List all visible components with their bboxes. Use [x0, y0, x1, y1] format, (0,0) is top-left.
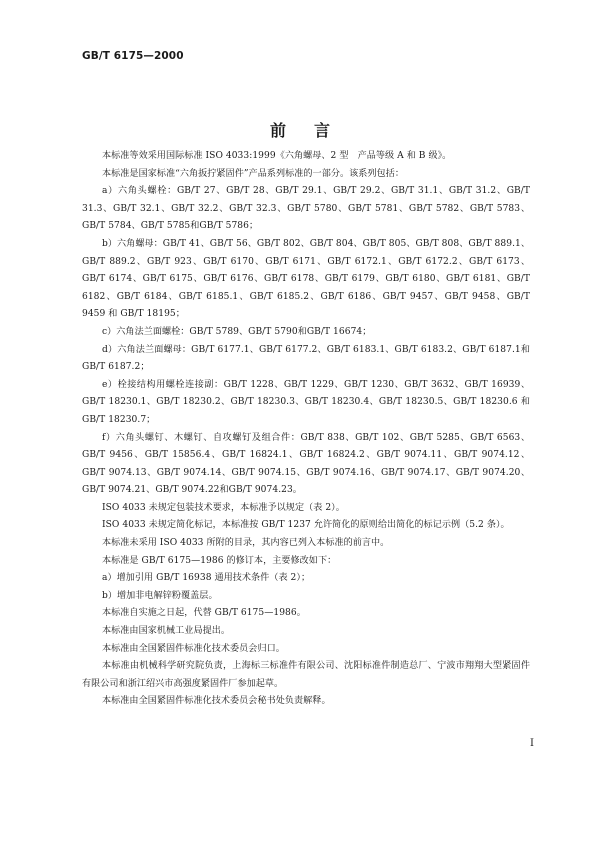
- paragraph: 本标准等效采用国际标准 ISO 4033:1999《六角螺母、2 型 产品等级 A 和 B 级》。: [102, 151, 452, 161]
- paragraph: 本标准由国家机械工业局提出。: [102, 626, 231, 637]
- list-item: c）六角法兰面螺栓：GB/T 5789、GB/T 5790和GB/T 16674；: [102, 326, 372, 337]
- standard-code-header: GB/T 6175—2000: [82, 50, 184, 62]
- list-item: f）六角头螺钉、木螺钉、自攻螺钉及组合件：GB/T 838、GB/T 102、GB/T 5285、GB/T 6563、GB/T 9456、GB/T 15856.4、GB/T 16824.1、GB/T 16824.2、GB/T 9074.11、GB/T 9074.12、GB/T 9074.13、GB/T 9074.14、GB/T 9074.15、GB/T 9074.16、GB/T 9074.17、GB/T 9074.20、GB/T 9074.21、GB/T 9074.22和GB/T 9074.23。: [82, 432, 530, 496]
- paragraph: 本标准由机械科学研究院负责，上海标三标准件有限公司、沈阳标准件制造总厂、宁波市翔翔大型紧固件有限公司和浙江绍兴市高强度紧固件厂参加起草。: [82, 661, 530, 689]
- paragraph: 本标准由全国紧固件标准化技术委员会归口。: [102, 643, 285, 654]
- paragraph: ISO 4033 未规定简化标记，本标准按 GB/T 1237 允许简化的原则给出简化的标记示例（5.2 条）。: [102, 520, 510, 531]
- paragraph: 本标准未采用 ISO 4033 所附的目录，其内容已列入本标准的前言中。: [102, 538, 390, 549]
- list-item: a）六角头螺栓：GB/T 27、GB/T 28、GB/T 29.1、GB/T 29.2、GB/T 31.1、GB/T 31.2、GB/T 31.3、GB/T 32.1、GB/T 32.2、GB/T 32.3、GB/T 5780、GB/T 5781、GB/T 5782、GB/T 5783、GB/T 5784、GB/T 5785和GB/T 5786；: [82, 186, 530, 232]
- page-number: I: [530, 738, 534, 749]
- paragraph: ISO 4033 未规定包装技术要求，本标准予以规定（表 2）。: [102, 502, 345, 513]
- page-title: 前言: [269, 121, 358, 140]
- list-item: e）栓接结构用螺栓连接副：GB/T 1228、GB/T 1229、GB/T 1230、GB/T 3632、GB/T 16939、GB/T 18230.1、GB/T 18230.2、GB/T 18230.3、GB/T 18230.4、GB/T 18230.5、GB/T 18230.6 和 GB/T 18230.7；: [82, 379, 530, 425]
- list-item: b）六角螺母：GB/T 41、GB/T 56、GB/T 802、GB/T 804、GB/T 805、GB/T 808、GB/T 889.1、GB/T 889.2、GB/T 923、GB/T 6170、GB/T 6171、GB/T 6172.1、GB/T 6172.2、GB/T 6173、GB/T 6174、GB/T 6175、GB/T 6176、GB/T 6178、GB/T 6179、GB/T 6180、GB/T 6181、GB/T 6182、GB/T 6184、GB/T 6185.1、GB/T 6185.2、GB/T 6186、GB/T 9457、GB/T 9458、GB/T 9459 和 GB/T 18195；: [82, 238, 530, 320]
- list-item: b）增加非电解锌粉覆盖层。: [102, 590, 218, 601]
- foreword-body: [82, 148, 530, 711]
- paragraph: 本标准自实施之日起，代替 GB/T 6175—1986。: [102, 608, 306, 619]
- paragraph: 本标准是 GB/T 6175—1986 的修订本，主要修改如下：: [102, 555, 337, 566]
- list-item: d）六角法兰面螺母：GB/T 6177.1、GB/T 6177.2、GB/T 6183.1、GB/T 6183.2、GB/T 6187.1和 GB/T 6187.2；: [82, 344, 530, 373]
- list-item: a）增加引用 GB/T 16938 通用技术条件（表 2）；: [102, 573, 311, 584]
- paragraph: 本标准由全国紧固件标准化技术委员会秘书处负责解释。: [102, 696, 331, 707]
- paragraph: 本标准是国家标准“六角扳拧紧固件”产品系列标准的一部分。该系列包括：: [102, 168, 404, 179]
